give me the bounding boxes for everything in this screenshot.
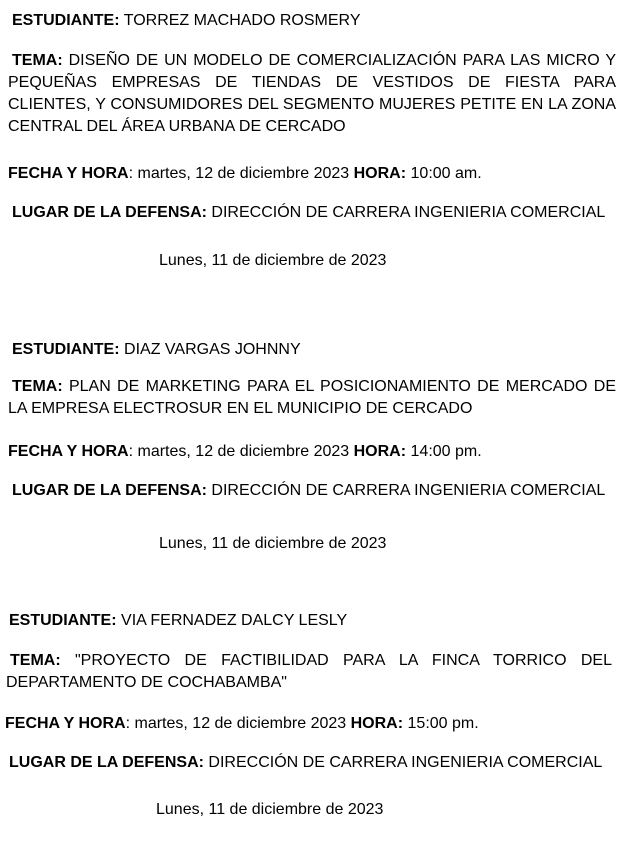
fecha-hora-line — [8, 163, 482, 185]
hora-value: 10:00 am. — [410, 165, 482, 182]
estudiante-label: ESTUDIANTE: — [12, 341, 120, 358]
estudiante-name: DIAZ VARGAS JOHNNY — [124, 341, 301, 358]
hora-value: 14:00 pm. — [410, 443, 482, 460]
estudiante-label: ESTUDIANTE: — [12, 12, 120, 29]
tema-paragraph — [6, 650, 612, 694]
estudiante-line — [12, 339, 301, 361]
hora-label: HORA: — [350, 715, 404, 732]
fecha-hora-label: FECHA Y HORA — [8, 443, 129, 460]
lugar-label: LUGAR DE LA DEFENSA: — [12, 204, 207, 221]
tema-label: TEMA: — [12, 52, 63, 69]
fecha-value: : martes, 12 de diciembre 2023 — [128, 443, 350, 460]
estudiante-name: VIA FERNADEZ DALCY LESLY — [121, 612, 348, 629]
document-date: Lunes, 11 de diciembre de 2023 — [156, 801, 384, 818]
document-date: Lunes, 11 de diciembre de 2023 — [159, 535, 387, 552]
fecha-value: : martes, 12 de diciembre 2023 — [128, 165, 350, 182]
lugar-line — [9, 752, 602, 774]
lugar-label: LUGAR DE LA DEFENSA: — [12, 482, 207, 499]
tema-paragraph — [8, 376, 616, 420]
hora-value: 15:00 pm. — [407, 715, 479, 732]
lugar-line — [12, 480, 605, 502]
lugar-value: DIRECCIÓN DE CARRERA INGENIERIA COMERCIAL — [211, 482, 606, 499]
hora-label: HORA: — [353, 165, 407, 182]
fecha-hora-label: FECHA Y HORA — [5, 715, 126, 732]
tema-paragraph — [8, 50, 616, 138]
estudiante-label: ESTUDIANTE: — [9, 612, 117, 629]
lugar-line — [12, 202, 605, 224]
tema-label: TEMA: — [12, 378, 63, 395]
tema-text: DISEÑO DE UN MODELO DE COMERCIALIZACIÓN PARA LAS MICRO Y PEQUEÑAS EMPRESAS DE TIENDAS DE VESTIDOS DE FIESTA PARA CLIENTES, Y CONSUMIDORES DEL SEGMENTO MUJERES PETITE EN LA ZONA CENTRAL DEL ÁREA URBANA DE CERCADO — [8, 52, 616, 135]
lugar-value: DIRECCIÓN DE CARRERA INGENIERIA COMERCIAL — [211, 204, 606, 221]
tema-text: "PROYECTO DE FACTIBILIDAD PARA LA FINCA TORRICO DEL DEPARTAMENTO DE COCHABAMBA" — [6, 652, 612, 691]
estudiante-line — [9, 610, 347, 632]
lugar-value: DIRECCIÓN DE CARRERA INGENIERIA COMERCIAL — [208, 754, 603, 771]
document-date: Lunes, 11 de diciembre de 2023 — [159, 252, 387, 269]
estudiante-name: TORREZ MACHADO ROSMERY — [123, 12, 361, 29]
lugar-label: LUGAR DE LA DEFENSA: — [9, 754, 204, 771]
tema-text: PLAN DE MARKETING PARA EL POSICIONAMIENTO DE MERCADO DE LA EMPRESA ELECTROSUR EN EL MUNICIPIO DE CERCADO — [8, 378, 616, 417]
fecha-hora-line — [8, 441, 482, 463]
fecha-value: : martes, 12 de diciembre 2023 — [125, 715, 347, 732]
fecha-hora-label: FECHA Y HORA — [8, 165, 129, 182]
tema-label: TEMA: — [10, 652, 61, 669]
fecha-hora-line — [5, 713, 479, 735]
estudiante-line — [12, 10, 360, 32]
hora-label: HORA: — [353, 443, 407, 460]
